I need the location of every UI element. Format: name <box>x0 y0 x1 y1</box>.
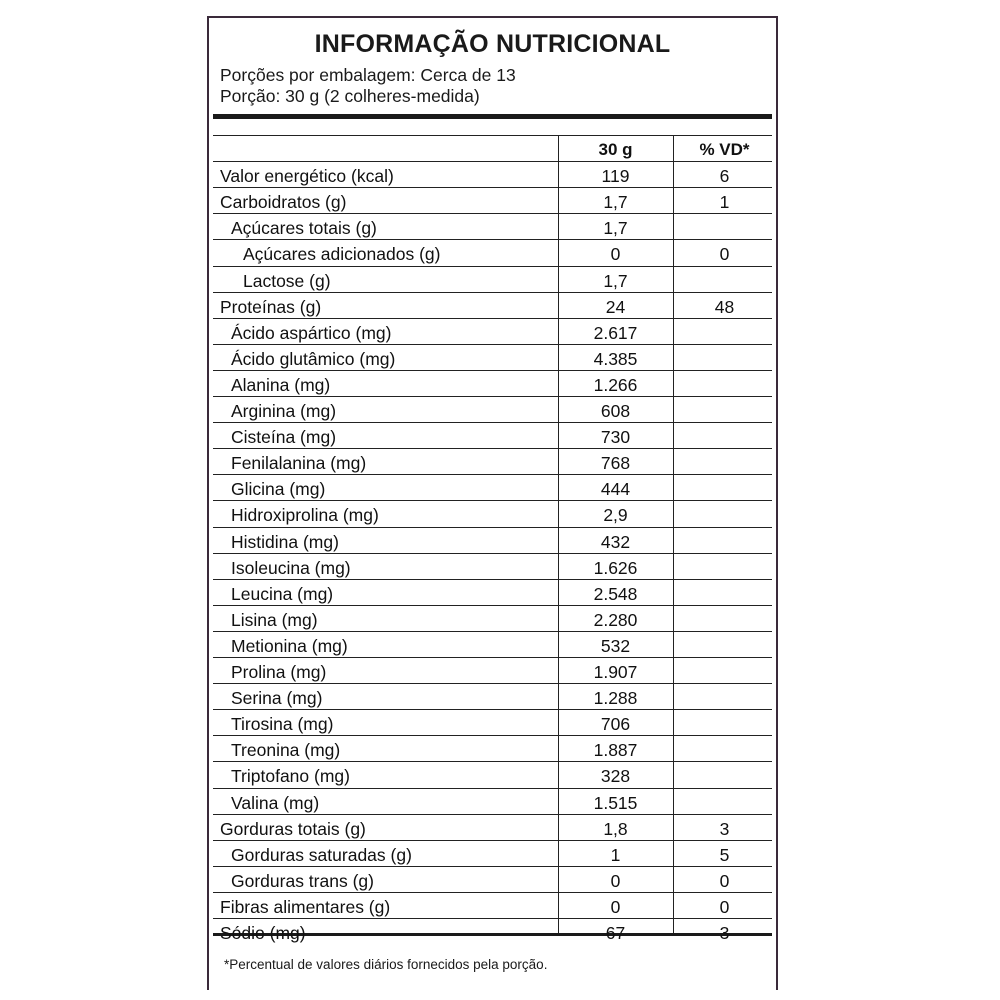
dv-value <box>673 528 776 554</box>
dv-value <box>673 789 776 815</box>
nutrient-name: Lisina (mg) <box>231 609 318 630</box>
table-row <box>213 474 772 501</box>
table-row <box>213 292 772 319</box>
dv-value <box>673 345 776 371</box>
nutrient-name: Valina (mg) <box>231 792 320 813</box>
footnote: *Percentual de valores diários fornecidos pela porção. <box>224 957 548 972</box>
table-row <box>213 396 772 423</box>
table-row <box>213 187 772 214</box>
dv-value: 6 <box>719 166 730 187</box>
dv-value: 1 <box>719 192 730 213</box>
nutrition-label <box>207 16 778 990</box>
amount-value: 67 <box>605 923 626 943</box>
amount-value: 1.907 <box>593 662 638 682</box>
nutrient-name: Prolina (mg) <box>231 662 327 682</box>
amount-value: 328 <box>600 766 631 787</box>
nutrition-table <box>213 135 772 943</box>
nutrient-name: Leucina (mg) <box>231 583 334 604</box>
nutrient-name: Isoleucina (mg) <box>231 557 351 578</box>
table-row <box>213 239 772 266</box>
nutrient-name: Tirosina (mg) <box>231 714 334 735</box>
table-row <box>213 161 772 188</box>
table-row <box>213 266 772 293</box>
amount-value: 532 <box>600 635 631 656</box>
dv-value <box>673 684 776 710</box>
dv-value <box>673 710 776 736</box>
nutrient-name: Arginina (mg) <box>231 401 337 421</box>
table-row <box>213 370 772 397</box>
amount-value: 119 <box>601 166 630 187</box>
amount-value: 1,8 <box>603 818 628 839</box>
amount-value: 1 <box>610 844 621 865</box>
nutrient-name: Cisteína (mg) <box>231 427 337 448</box>
amount-column-header: 30 g <box>598 140 633 159</box>
nutrient-name: Fibras alimentares (g) <box>220 896 391 917</box>
table-row <box>213 553 772 580</box>
table-row <box>213 579 772 606</box>
table-row <box>213 683 772 710</box>
amount-value: 1.515 <box>593 792 638 813</box>
table-row <box>213 761 772 788</box>
nutrient-name: Gorduras trans (g) <box>231 870 374 891</box>
nutrient-name: Lactose (g) <box>243 270 331 291</box>
amount-value: 0 <box>610 896 621 917</box>
dv-value: 5 <box>719 844 730 865</box>
nutrient-name: Triptofano (mg) <box>231 766 350 787</box>
nutrient-name: Metionina (mg) <box>231 635 348 656</box>
nutrient-name: Hidroxiprolina (mg) <box>231 505 379 526</box>
nutrient-name: Gorduras saturadas (g) <box>231 844 412 865</box>
dv-value <box>673 606 776 632</box>
table-row <box>213 918 772 945</box>
amount-value: 1.887 <box>593 740 638 761</box>
amount-value: 0 <box>610 870 621 891</box>
nutrient-name: Açúcares adicionados (g) <box>243 244 441 265</box>
serving-size: Porção: 30 g (2 colheres-medida) <box>220 86 480 106</box>
dv-value: 0 <box>719 896 730 917</box>
amount-value: 432 <box>600 531 631 552</box>
table-row <box>213 866 772 893</box>
nutrient-name: Treonina (mg) <box>231 740 341 761</box>
dv-value <box>673 319 776 345</box>
nutrient-name: Sódio (mg) <box>220 923 306 943</box>
amount-value: 1.288 <box>593 688 638 709</box>
amount-value: 4.385 <box>593 348 638 369</box>
table-row <box>213 735 772 762</box>
dv-column-header: % VD* <box>699 140 750 159</box>
nutrient-name: Ácido aspártico (mg) <box>231 322 392 343</box>
amount-value: 444 <box>600 479 631 500</box>
dv-value <box>673 501 776 527</box>
table-row <box>213 318 772 345</box>
header-divider <box>213 114 772 119</box>
dv-value <box>673 632 776 658</box>
table-row <box>213 213 772 240</box>
table-row <box>213 448 772 475</box>
amount-value: 24 <box>605 296 626 317</box>
dv-value <box>673 736 776 762</box>
nutrient-name: Gorduras totais (g) <box>220 818 366 839</box>
dv-value <box>673 214 776 240</box>
serving-info <box>220 65 516 107</box>
nutrient-name: Glicina (mg) <box>231 479 326 500</box>
dv-value <box>673 371 776 397</box>
table-row <box>213 788 772 815</box>
amount-value: 0 <box>610 244 621 265</box>
amount-value: 2.548 <box>593 583 638 604</box>
amount-value: 1,7 <box>603 270 628 291</box>
dv-value: 0 <box>719 244 730 265</box>
amount-value: 608 <box>600 401 631 421</box>
amount-value: 706 <box>600 714 631 735</box>
amount-value: 2.280 <box>593 609 638 630</box>
dv-value: 0 <box>719 870 730 891</box>
amount-value: 1.266 <box>593 374 638 395</box>
amount-value: 730 <box>600 427 631 448</box>
nutrient-name: Fenilalanina (mg) <box>231 453 367 474</box>
amount-value: 2.617 <box>593 322 638 343</box>
dv-value: 3 <box>719 923 730 943</box>
dv-value <box>673 475 776 501</box>
dv-value <box>673 449 776 475</box>
nutrient-name: Serina (mg) <box>231 688 323 709</box>
dv-value <box>673 554 776 580</box>
amount-value: 1,7 <box>603 218 628 239</box>
dv-value <box>673 580 776 606</box>
nutrient-name: Proteínas (g) <box>220 296 322 317</box>
dv-value <box>673 658 776 684</box>
nutrient-name: Histidina (mg) <box>231 531 339 552</box>
dv-value <box>673 397 776 423</box>
table-row <box>213 631 772 658</box>
table-row <box>213 709 772 736</box>
table-row <box>213 605 772 632</box>
amount-value: 768 <box>600 453 631 474</box>
label-title: INFORMAÇÃO NUTRICIONAL <box>314 30 671 58</box>
dv-value <box>673 267 776 293</box>
nutrient-name: Valor energético (kcal) <box>220 166 394 187</box>
dv-value: 3 <box>719 818 730 839</box>
dv-value <box>673 762 776 788</box>
table-row <box>213 500 772 527</box>
table-row <box>213 344 772 371</box>
table-row <box>213 840 772 867</box>
nutrient-name: Alanina (mg) <box>231 374 331 395</box>
servings-per-package: Porções por embalagem: Cerca de 13 <box>220 65 516 85</box>
nutrient-name: Ácido glutâmico (mg) <box>231 348 396 369</box>
dv-value: 48 <box>714 296 735 317</box>
amount-value: 1,7 <box>603 192 628 213</box>
table-row <box>213 814 772 841</box>
nutrient-name: Açúcares totais (g) <box>231 218 377 239</box>
dv-value <box>673 423 776 449</box>
amount-value: 1.626 <box>593 557 638 578</box>
table-header-row <box>213 135 772 162</box>
table-row <box>213 527 772 554</box>
table-row <box>213 657 772 684</box>
amount-value: 2,9 <box>603 505 628 526</box>
nutrient-name: Carboidratos (g) <box>220 192 347 213</box>
table-row <box>213 422 772 449</box>
table-row <box>213 892 772 919</box>
